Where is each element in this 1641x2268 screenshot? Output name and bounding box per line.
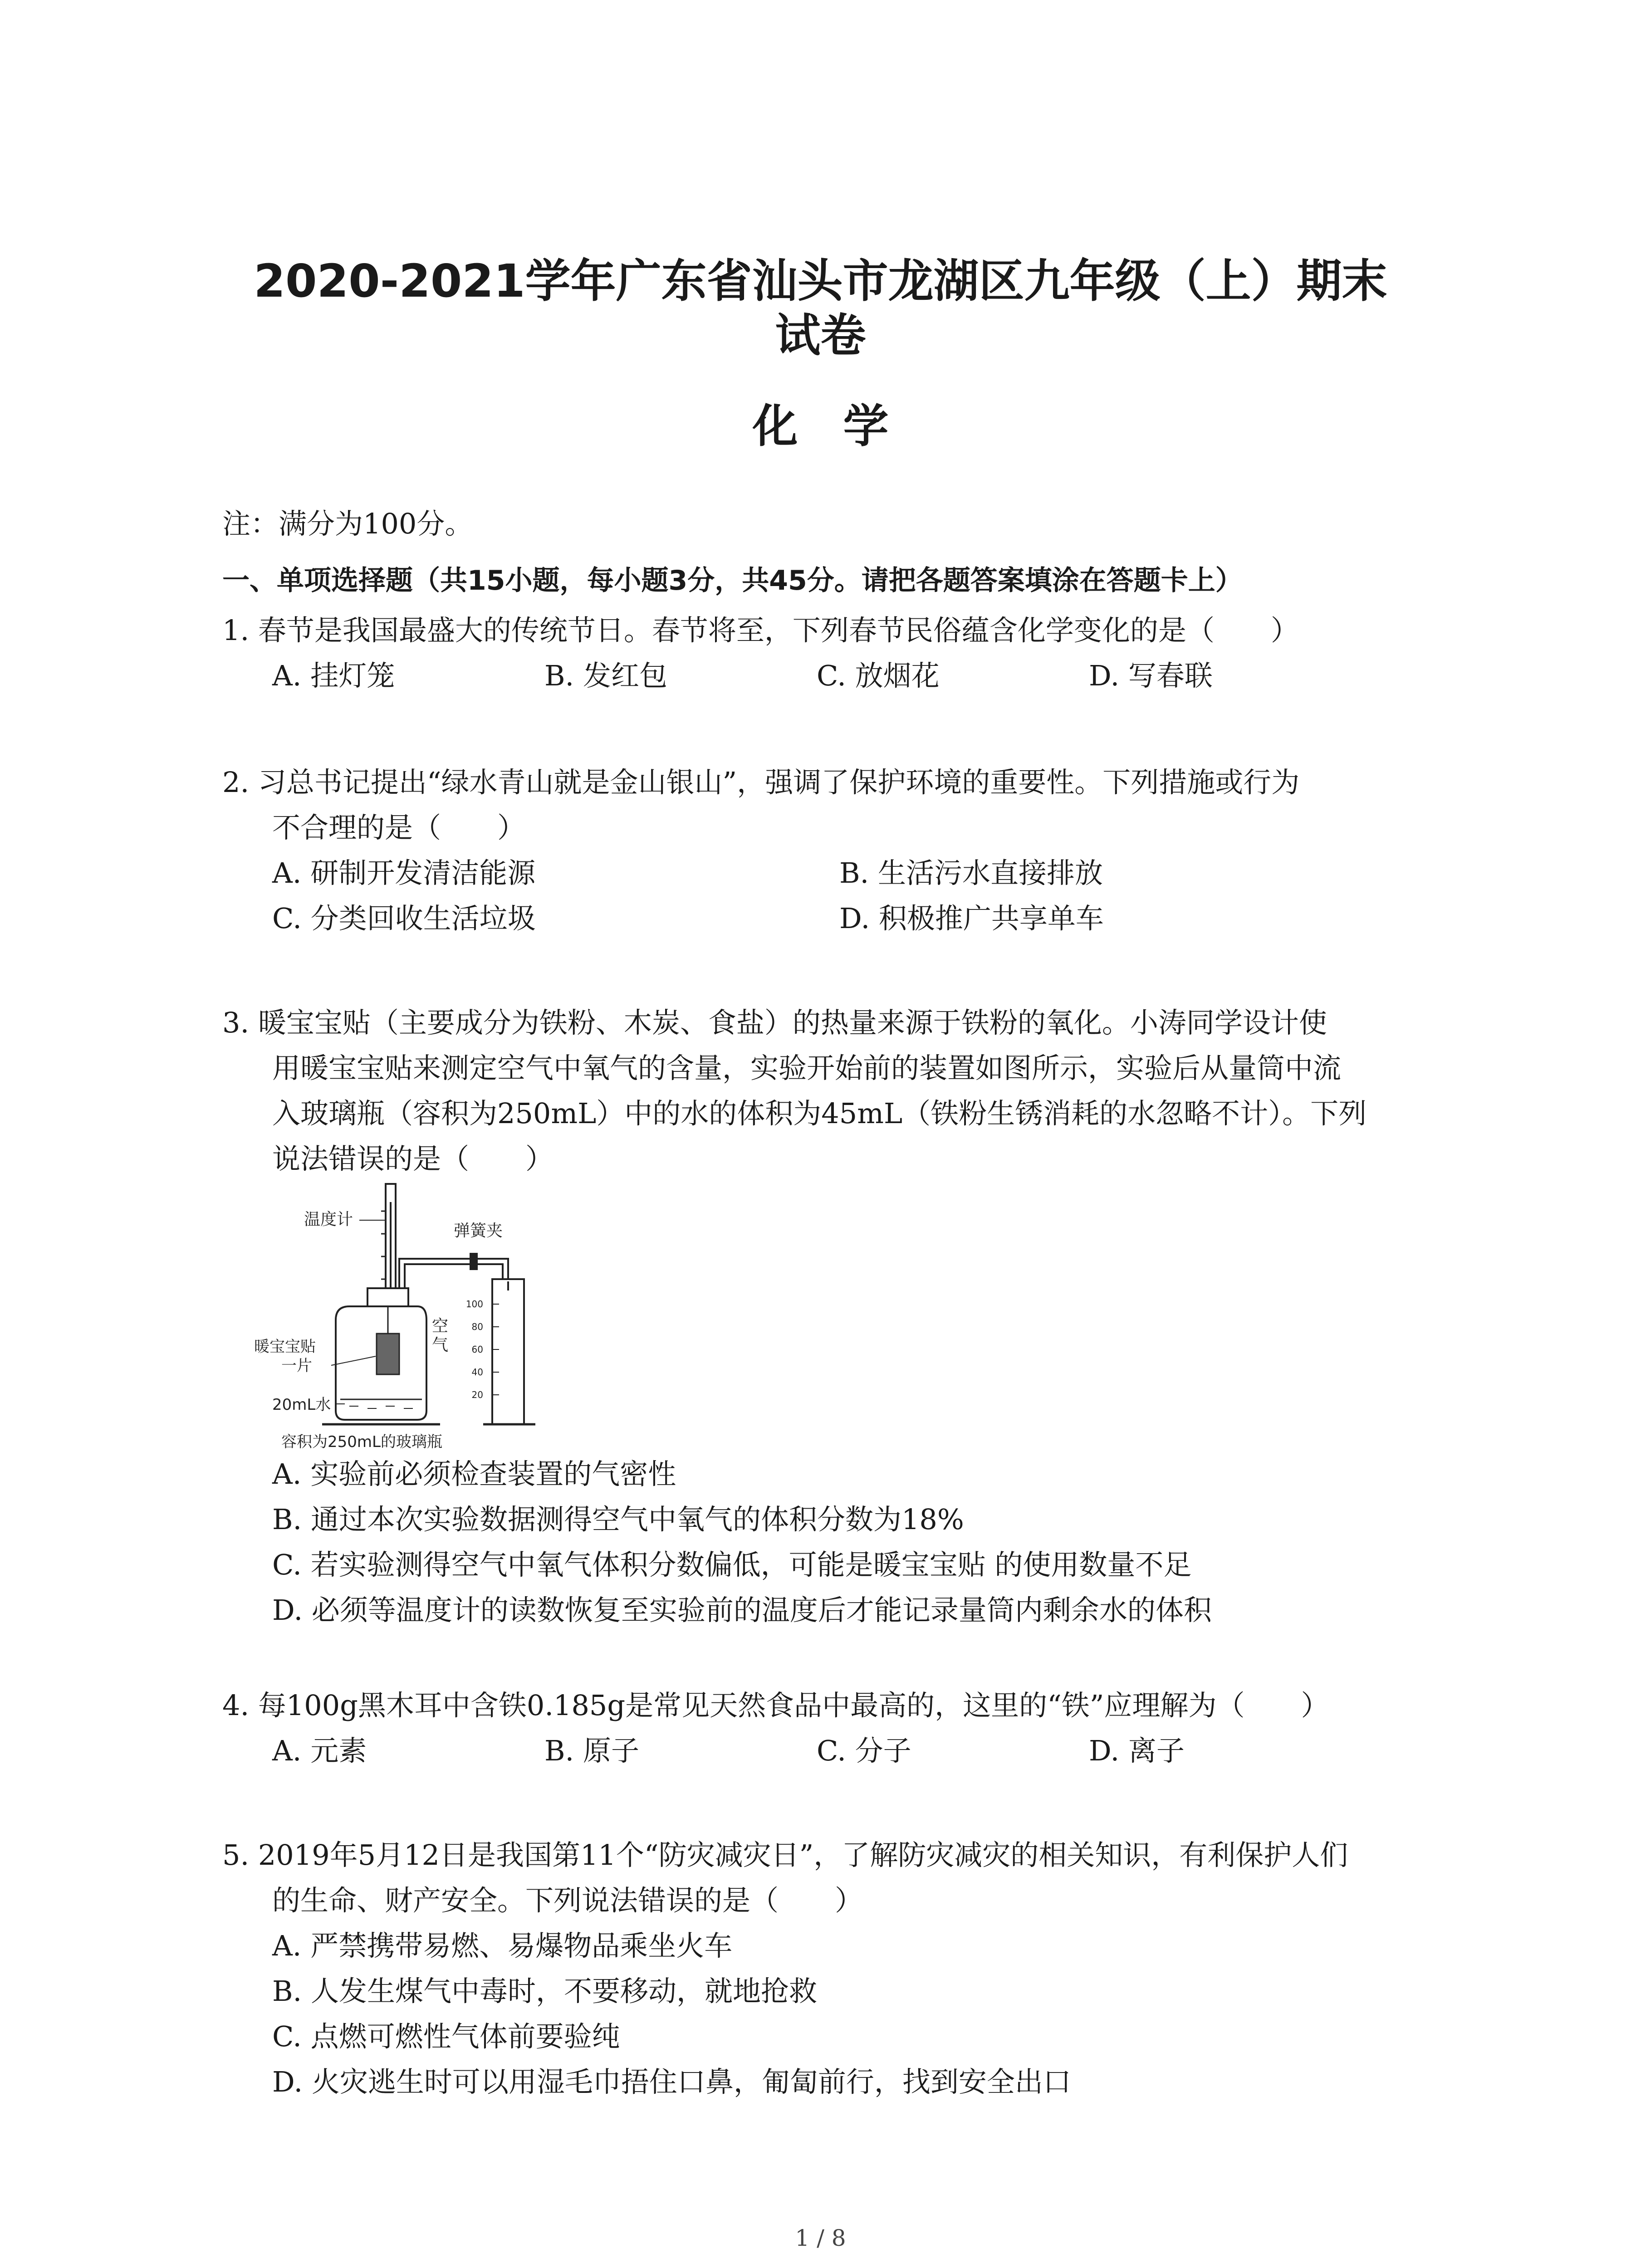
exam-title-line2: 试卷	[775, 309, 866, 362]
option-b: B. 生活污水直接排放	[839, 856, 1103, 890]
option-b: B. 通过本次实验数据测得空气中氧气的体积分数为18%	[272, 1503, 964, 1536]
label-water: 20mL水	[272, 1396, 331, 1414]
cylinder-tick-20: 20	[471, 1389, 483, 1400]
cylinder-tick-40: 40	[471, 1367, 483, 1378]
option-d: D. 积极推广共享单车	[839, 902, 1104, 935]
option-d: D. 火灾逃生时可以用湿毛巾捂住口鼻，匍匐前行，找到安全出口	[272, 2065, 1071, 2098]
option-a: A. 研制开发清洁能源	[272, 856, 536, 890]
question-stem-continued: 说法错误的是（ ）	[272, 1142, 554, 1175]
option-c: C. 点燃可燃性气体前要验纯	[272, 2020, 620, 2053]
option-c: C. 分类回收生活垃圾	[272, 902, 536, 935]
option-d: D. 必须等温度计的读数恢复至实验前的温度后才能记录量筒内剩余水的体积	[272, 1593, 1212, 1627]
option-c: C. 若实验测得空气中氧气体积分数偏低，可能是暖宝宝贴 的使用数量不足	[272, 1548, 1192, 1581]
question-stem-continued: 入玻璃瓶（容积为250mL）中的水的体积为45mL（铁粉生锈消耗的水忽略不计）。下列	[272, 1097, 1367, 1130]
question-stem: 3. 暖宝宝贴（主要成分为铁粉、木炭、食盐）的热量来源于铁粉的氧化。小涛同学设计使	[222, 1006, 1327, 1039]
label-air: 空 气	[432, 1317, 449, 1354]
question-stem-continued: 用暖宝宝贴来测定空气中氧气的含量，实验开始前的装置如图所示，实验后从量筒中流	[272, 1051, 1342, 1085]
question-stem-continued: 的生命、财产安全。下列说法错误的是（ ）	[272, 1884, 863, 1917]
label-clamp: 弹簧夹	[454, 1222, 503, 1240]
label-warmer: 暖宝宝贴	[254, 1338, 316, 1356]
label-piece: 一片	[281, 1357, 312, 1375]
question-stem: 2. 习总书记提出“绿水青山就是金山银山”，强调了保护环境的重要性。下列措施或行为	[222, 766, 1300, 799]
label-bottle: 容积为250mL的玻璃瓶	[281, 1433, 442, 1451]
apparatus-figure	[254, 1175, 581, 1456]
option-a: A. 严禁携带易燃、易爆物品乘坐火车	[272, 1929, 733, 1962]
option-c: C. 分子	[817, 1734, 911, 1767]
option-a: A. 实验前必须检查装置的气密性	[272, 1457, 676, 1491]
question-stem: 5. 2019年5月12日是我国第11个“防灾减灾日”，了解防灾减灾的相关知识，有利保护人们	[222, 1838, 1348, 1872]
option-b: B. 原子	[544, 1734, 639, 1767]
option-a: A. 元素	[272, 1734, 367, 1767]
question-stem-continued: 不合理的是（ ）	[272, 811, 526, 844]
option-c: C. 放烟花	[817, 659, 940, 692]
option-a: A. 挂灯笼	[272, 659, 395, 692]
option-d: D. 写春联	[1089, 659, 1213, 692]
section-heading: 一、单项选择题（共15小题，每小题3分，共45分。请把各题答案填涂在答题卡上）	[222, 565, 1243, 596]
exam-title-line1: 2020-2021学年广东省汕头市龙湖区九年级（上）期末	[254, 254, 1387, 308]
option-b: B. 发红包	[544, 659, 667, 692]
question-stem: 4. 每100g黑木耳中含铁0.185g是常见天然食品中最高的，这里的“铁”应理解为（ ）	[222, 1689, 1329, 1722]
label-thermometer: 温度计	[304, 1210, 353, 1229]
clamp-drawing	[470, 1253, 478, 1270]
question-stem: 1. 春节是我国最盛大的传统节日。春节将至，下列春节民俗蕴含化学变化的是（ ）	[222, 614, 1299, 647]
graduated-cylinder-drawing	[483, 1279, 535, 1424]
cylinder-tick-100: 100	[465, 1299, 483, 1310]
subject-title: 化 学	[752, 400, 889, 453]
score-note: 注：满分为100分。	[222, 507, 473, 540]
option-d: D. 离子	[1089, 1734, 1185, 1767]
cylinder-tick-60: 60	[471, 1344, 483, 1355]
option-b: B. 人发生煤气中毒时，不要移动，就地抢救	[272, 1975, 817, 2008]
page-number: 1 / 8	[795, 2225, 846, 2251]
cylinder-tick-80: 80	[471, 1321, 483, 1332]
